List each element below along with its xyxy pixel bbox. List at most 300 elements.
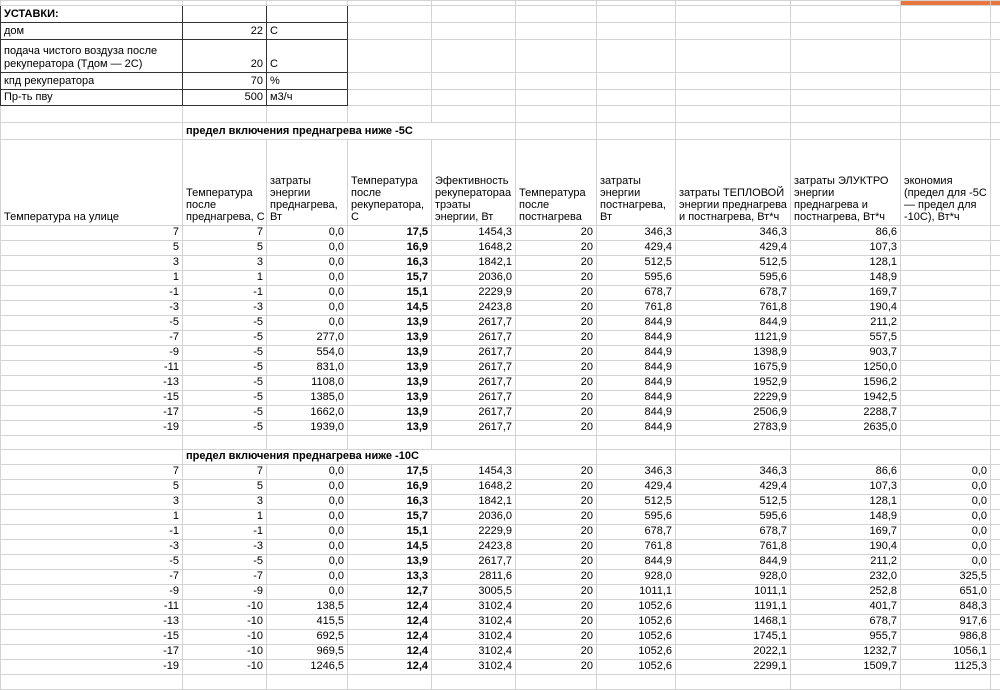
- cell[interactable]: 844,9: [597, 361, 676, 376]
- cell[interactable]: 12,4: [348, 600, 432, 615]
- cell[interactable]: [991, 226, 1000, 241]
- cell[interactable]: 12,4: [348, 615, 432, 630]
- cell[interactable]: 2617,7: [432, 376, 516, 391]
- cell[interactable]: 128,1: [791, 495, 901, 510]
- cell[interactable]: -1: [183, 286, 267, 301]
- cell[interactable]: 2617,7: [432, 346, 516, 361]
- cell[interactable]: 1052,6: [597, 630, 676, 645]
- cell[interactable]: 169,7: [791, 286, 901, 301]
- cell[interactable]: -5: [1, 555, 183, 570]
- cell[interactable]: 0,0: [267, 525, 348, 540]
- cell[interactable]: 17,5: [348, 465, 432, 480]
- cell[interactable]: 3005,5: [432, 585, 516, 600]
- cell[interactable]: 429,4: [676, 241, 791, 256]
- cell[interactable]: [991, 406, 1000, 421]
- cell[interactable]: [432, 90, 516, 106]
- cell[interactable]: 17,5: [348, 226, 432, 241]
- cell[interactable]: 2423,8: [432, 540, 516, 555]
- cell[interactable]: -5: [183, 555, 267, 570]
- cell[interactable]: -1: [1, 525, 183, 540]
- cell[interactable]: [991, 391, 1000, 406]
- cell[interactable]: 7: [183, 226, 267, 241]
- cell[interactable]: 1246,5: [267, 660, 348, 675]
- cell[interactable]: 20: [516, 346, 597, 361]
- cell[interactable]: -3: [183, 301, 267, 316]
- cell[interactable]: [348, 90, 432, 106]
- cell[interactable]: 1939,0: [267, 421, 348, 436]
- cell[interactable]: [991, 40, 1000, 73]
- cell[interactable]: 16,9: [348, 480, 432, 495]
- cell[interactable]: [597, 6, 676, 23]
- cell[interactable]: 20: [516, 301, 597, 316]
- cell[interactable]: 14,5: [348, 540, 432, 555]
- cell[interactable]: 2299,1: [676, 660, 791, 675]
- cell[interactable]: 148,9: [791, 510, 901, 525]
- cell[interactable]: 12,4: [348, 645, 432, 660]
- setting-unit[interactable]: С: [267, 40, 348, 73]
- cell[interactable]: [991, 436, 1000, 450]
- cell[interactable]: -3: [1, 301, 183, 316]
- cell[interactable]: 512,5: [597, 256, 676, 271]
- cell[interactable]: [516, 23, 597, 40]
- cell[interactable]: 138,5: [267, 600, 348, 615]
- cell[interactable]: 13,3: [348, 570, 432, 585]
- cell[interactable]: 1232,7: [791, 645, 901, 660]
- cell[interactable]: [991, 301, 1000, 316]
- cell[interactable]: [676, 6, 791, 23]
- cell[interactable]: [901, 256, 991, 271]
- cell[interactable]: 2229,9: [676, 391, 791, 406]
- cell[interactable]: [991, 286, 1000, 301]
- cell[interactable]: 429,4: [597, 480, 676, 495]
- cell[interactable]: 0,0: [901, 465, 991, 480]
- cell[interactable]: [991, 361, 1000, 376]
- cell[interactable]: 12,4: [348, 630, 432, 645]
- cell[interactable]: [183, 106, 267, 123]
- cell[interactable]: 844,9: [597, 555, 676, 570]
- cell[interactable]: 595,6: [597, 271, 676, 286]
- cell[interactable]: [901, 361, 991, 376]
- cell[interactable]: [991, 316, 1000, 331]
- cell[interactable]: -9: [1, 585, 183, 600]
- cell[interactable]: [791, 6, 901, 23]
- cell[interactable]: 20: [516, 391, 597, 406]
- cell[interactable]: 1011,1: [597, 585, 676, 600]
- cell[interactable]: 0,0: [267, 241, 348, 256]
- cell[interactable]: 190,4: [791, 301, 901, 316]
- cell[interactable]: 3102,4: [432, 660, 516, 675]
- cell[interactable]: [991, 570, 1000, 585]
- cell[interactable]: [901, 391, 991, 406]
- cell[interactable]: [901, 421, 991, 436]
- cell[interactable]: [901, 6, 991, 23]
- cell[interactable]: 3102,4: [432, 615, 516, 630]
- cell[interactable]: 2022,1: [676, 645, 791, 660]
- cell[interactable]: [432, 73, 516, 90]
- setting-value[interactable]: 20: [183, 40, 267, 73]
- cell[interactable]: 1052,6: [597, 660, 676, 675]
- cell[interactable]: [676, 73, 791, 90]
- cell[interactable]: [516, 450, 597, 465]
- cell[interactable]: [348, 23, 432, 40]
- cell[interactable]: [991, 450, 1000, 465]
- cell[interactable]: 557,5: [791, 331, 901, 346]
- cell[interactable]: [676, 40, 791, 73]
- cell[interactable]: 1454,3: [432, 226, 516, 241]
- cell[interactable]: [901, 450, 991, 465]
- cell[interactable]: -5: [183, 421, 267, 436]
- cell[interactable]: [348, 40, 432, 73]
- cell[interactable]: 0,0: [901, 540, 991, 555]
- cell[interactable]: -5: [1, 316, 183, 331]
- cell[interactable]: [991, 23, 1000, 40]
- cell[interactable]: [676, 106, 791, 123]
- cell[interactable]: 1011,1: [676, 585, 791, 600]
- column-header[interactable]: Температура после постнагрева: [516, 140, 597, 226]
- cell[interactable]: 1108,0: [267, 376, 348, 391]
- cell[interactable]: [676, 90, 791, 106]
- cell[interactable]: [991, 465, 1000, 480]
- cell[interactable]: -3: [1, 540, 183, 555]
- cell[interactable]: -5: [183, 391, 267, 406]
- setting-label[interactable]: дом: [1, 23, 183, 40]
- cell[interactable]: 20: [516, 376, 597, 391]
- cell[interactable]: [991, 271, 1000, 286]
- cell[interactable]: 512,5: [676, 495, 791, 510]
- cell[interactable]: 128,1: [791, 256, 901, 271]
- cell[interactable]: 190,4: [791, 540, 901, 555]
- cell[interactable]: 0,0: [901, 510, 991, 525]
- cell[interactable]: 346,3: [597, 465, 676, 480]
- cell[interactable]: [267, 436, 348, 450]
- cell[interactable]: [901, 316, 991, 331]
- cell[interactable]: 346,3: [597, 226, 676, 241]
- cell[interactable]: 761,8: [597, 540, 676, 555]
- cell[interactable]: 5: [183, 241, 267, 256]
- cell[interactable]: 3102,4: [432, 645, 516, 660]
- cell[interactable]: [348, 6, 432, 23]
- column-header[interactable]: Температура после рекуператора, С: [348, 140, 432, 226]
- cell[interactable]: 20: [516, 286, 597, 301]
- cell[interactable]: -10: [183, 615, 267, 630]
- cell[interactable]: [901, 406, 991, 421]
- column-header[interactable]: затраты энергии постнагрева, Вт: [597, 140, 676, 226]
- cell[interactable]: 15,7: [348, 510, 432, 525]
- cell[interactable]: [432, 40, 516, 73]
- cell[interactable]: 0,0: [901, 525, 991, 540]
- column-header[interactable]: экономия (предел для -5С — предел для -10С), Вт*ч: [901, 140, 991, 226]
- cell[interactable]: 2617,7: [432, 421, 516, 436]
- cell[interactable]: [1, 675, 183, 690]
- cell[interactable]: [676, 675, 791, 690]
- cell[interactable]: 554,0: [267, 346, 348, 361]
- cell[interactable]: [516, 40, 597, 73]
- cell[interactable]: [348, 675, 432, 690]
- cell[interactable]: [901, 241, 991, 256]
- cell[interactable]: -10: [183, 630, 267, 645]
- cell[interactable]: [432, 675, 516, 690]
- cell[interactable]: 2811,6: [432, 570, 516, 585]
- cell[interactable]: 0,0: [267, 510, 348, 525]
- cell[interactable]: 844,9: [597, 421, 676, 436]
- cell[interactable]: [901, 106, 991, 123]
- cell[interactable]: [901, 301, 991, 316]
- cell[interactable]: 0,0: [901, 495, 991, 510]
- cell[interactable]: [991, 123, 1000, 140]
- cell[interactable]: 20: [516, 570, 597, 585]
- cell[interactable]: 0,0: [267, 226, 348, 241]
- cell[interactable]: 7: [1, 465, 183, 480]
- cell[interactable]: [348, 106, 432, 123]
- cell[interactable]: 0,0: [267, 555, 348, 570]
- cell[interactable]: [516, 73, 597, 90]
- cell[interactable]: 107,3: [791, 480, 901, 495]
- cell[interactable]: 20: [516, 226, 597, 241]
- cell[interactable]: 928,0: [676, 570, 791, 585]
- cell[interactable]: 3: [1, 256, 183, 271]
- cell[interactable]: 0,0: [267, 585, 348, 600]
- cell[interactable]: 20: [516, 361, 597, 376]
- setting-unit[interactable]: м3/ч: [267, 90, 348, 106]
- cell[interactable]: 1121,9: [676, 331, 791, 346]
- cell[interactable]: 277,0: [267, 331, 348, 346]
- setting-value[interactable]: 70: [183, 73, 267, 90]
- cell[interactable]: [597, 23, 676, 40]
- cell[interactable]: [991, 376, 1000, 391]
- cell[interactable]: 7: [1, 226, 183, 241]
- cell[interactable]: 1648,2: [432, 480, 516, 495]
- cell[interactable]: -5: [183, 361, 267, 376]
- cell[interactable]: 844,9: [597, 406, 676, 421]
- cell[interactable]: [676, 123, 791, 140]
- cell[interactable]: -5: [183, 316, 267, 331]
- cell[interactable]: 1125,3: [901, 660, 991, 675]
- cell[interactable]: 1250,0: [791, 361, 901, 376]
- cell[interactable]: [901, 40, 991, 73]
- cell[interactable]: 20: [516, 540, 597, 555]
- cell[interactable]: 20: [516, 256, 597, 271]
- cell[interactable]: [901, 376, 991, 391]
- cell[interactable]: 2288,7: [791, 406, 901, 421]
- cell[interactable]: [901, 23, 991, 40]
- cell[interactable]: 429,4: [597, 241, 676, 256]
- cell[interactable]: [267, 6, 348, 23]
- cell[interactable]: 1398,9: [676, 346, 791, 361]
- cell[interactable]: 5: [183, 480, 267, 495]
- cell[interactable]: 3: [183, 495, 267, 510]
- cell[interactable]: 2229,9: [432, 525, 516, 540]
- cell[interactable]: -10: [183, 660, 267, 675]
- cell[interactable]: -1: [1, 286, 183, 301]
- cell[interactable]: -3: [183, 540, 267, 555]
- cell[interactable]: 20: [516, 660, 597, 675]
- cell[interactable]: 1648,2: [432, 241, 516, 256]
- column-header[interactable]: затраты энергии преднагрева, Вт: [267, 140, 348, 226]
- cell[interactable]: [432, 6, 516, 23]
- cell[interactable]: [432, 436, 516, 450]
- cell[interactable]: 20: [516, 421, 597, 436]
- cell[interactable]: 429,4: [676, 480, 791, 495]
- cell[interactable]: 678,7: [676, 286, 791, 301]
- cell[interactable]: -7: [1, 570, 183, 585]
- cell[interactable]: -19: [1, 660, 183, 675]
- cell[interactable]: 20: [516, 271, 597, 286]
- cell[interactable]: -15: [1, 630, 183, 645]
- cell[interactable]: 15,1: [348, 286, 432, 301]
- cell[interactable]: 1052,6: [597, 600, 676, 615]
- cell[interactable]: 1952,9: [676, 376, 791, 391]
- cell[interactable]: 0,0: [901, 555, 991, 570]
- settings-title[interactable]: УСТАВКИ:: [1, 6, 183, 23]
- cell[interactable]: 0,0: [267, 316, 348, 331]
- cell[interactable]: [516, 436, 597, 450]
- cell[interactable]: 678,7: [791, 615, 901, 630]
- column-header[interactable]: Температура после преднагрева, С: [183, 140, 267, 226]
- cell[interactable]: 13,9: [348, 331, 432, 346]
- cell[interactable]: [597, 675, 676, 690]
- cell[interactable]: 20: [516, 630, 597, 645]
- cell[interactable]: 20: [516, 645, 597, 660]
- cell[interactable]: 211,2: [791, 555, 901, 570]
- cell[interactable]: -13: [1, 615, 183, 630]
- cell[interactable]: [991, 555, 1000, 570]
- cell[interactable]: [1, 450, 183, 465]
- cell[interactable]: [676, 23, 791, 40]
- cell[interactable]: [267, 675, 348, 690]
- cell[interactable]: [183, 436, 267, 450]
- cell[interactable]: 13,9: [348, 361, 432, 376]
- cell[interactable]: [791, 675, 901, 690]
- cell[interactable]: 844,9: [597, 316, 676, 331]
- cell[interactable]: 16,9: [348, 241, 432, 256]
- cell[interactable]: [991, 615, 1000, 630]
- cell[interactable]: 14,5: [348, 301, 432, 316]
- cell[interactable]: 3102,4: [432, 630, 516, 645]
- cell[interactable]: 20: [516, 241, 597, 256]
- cell[interactable]: [348, 436, 432, 450]
- cell[interactable]: [516, 675, 597, 690]
- cell[interactable]: 16,3: [348, 495, 432, 510]
- cell[interactable]: [991, 241, 1000, 256]
- cell[interactable]: 12,7: [348, 585, 432, 600]
- cell[interactable]: 0,0: [901, 480, 991, 495]
- cell[interactable]: [901, 226, 991, 241]
- cell[interactable]: 692,5: [267, 630, 348, 645]
- setting-value[interactable]: 22: [183, 23, 267, 40]
- cell[interactable]: 844,9: [676, 555, 791, 570]
- cell[interactable]: [597, 90, 676, 106]
- cell[interactable]: 13,9: [348, 346, 432, 361]
- cell[interactable]: 1842,1: [432, 256, 516, 271]
- cell[interactable]: 20: [516, 406, 597, 421]
- cell[interactable]: [991, 256, 1000, 271]
- cell[interactable]: 13,9: [348, 555, 432, 570]
- setting-value[interactable]: 500: [183, 90, 267, 106]
- cell[interactable]: 107,3: [791, 241, 901, 256]
- cell[interactable]: 20: [516, 331, 597, 346]
- cell[interactable]: 0,0: [267, 495, 348, 510]
- cell[interactable]: -17: [1, 645, 183, 660]
- cell[interactable]: [597, 123, 676, 140]
- cell[interactable]: 20: [516, 316, 597, 331]
- cell[interactable]: [901, 286, 991, 301]
- cell[interactable]: [432, 23, 516, 40]
- cell[interactable]: 903,7: [791, 346, 901, 361]
- cell[interactable]: 401,7: [791, 600, 901, 615]
- cell[interactable]: 1745,1: [676, 630, 791, 645]
- cell[interactable]: [348, 73, 432, 90]
- cell[interactable]: 1842,1: [432, 495, 516, 510]
- cell[interactable]: [991, 6, 1000, 23]
- cell[interactable]: 2635,0: [791, 421, 901, 436]
- cell[interactable]: [901, 436, 991, 450]
- cell[interactable]: 1662,0: [267, 406, 348, 421]
- cell[interactable]: 955,7: [791, 630, 901, 645]
- cell[interactable]: [991, 585, 1000, 600]
- cell[interactable]: 20: [516, 510, 597, 525]
- cell[interactable]: [1, 436, 183, 450]
- cell[interactable]: 1454,3: [432, 465, 516, 480]
- cell[interactable]: 678,7: [676, 525, 791, 540]
- cell[interactable]: -11: [1, 600, 183, 615]
- cell[interactable]: -10: [183, 600, 267, 615]
- cell[interactable]: -5: [183, 406, 267, 421]
- cell[interactable]: 1385,0: [267, 391, 348, 406]
- cell[interactable]: 7: [183, 465, 267, 480]
- column-header[interactable]: Температура на улице: [1, 140, 183, 226]
- cell[interactable]: 1468,1: [676, 615, 791, 630]
- cell[interactable]: 2783,9: [676, 421, 791, 436]
- cell[interactable]: [183, 675, 267, 690]
- cell[interactable]: 1052,6: [597, 645, 676, 660]
- cell[interactable]: -15: [1, 391, 183, 406]
- cell[interactable]: 20: [516, 585, 597, 600]
- cell[interactable]: 2617,7: [432, 316, 516, 331]
- cell[interactable]: [597, 450, 676, 465]
- cell[interactable]: [516, 106, 597, 123]
- cell[interactable]: [791, 23, 901, 40]
- cell[interactable]: 761,8: [676, 540, 791, 555]
- cell[interactable]: 13,9: [348, 421, 432, 436]
- cell[interactable]: 917,6: [901, 615, 991, 630]
- cell[interactable]: 2506,9: [676, 406, 791, 421]
- cell[interactable]: 1: [1, 271, 183, 286]
- cell[interactable]: 0,0: [267, 271, 348, 286]
- cell[interactable]: [991, 510, 1000, 525]
- cell[interactable]: [991, 660, 1000, 675]
- cell[interactable]: 2617,7: [432, 331, 516, 346]
- setting-label[interactable]: подача чистого воздуза после рекуператора (Тдом — 2С): [1, 40, 183, 73]
- cell[interactable]: 761,8: [676, 301, 791, 316]
- cell[interactable]: [901, 73, 991, 90]
- cell[interactable]: 1: [1, 510, 183, 525]
- cell[interactable]: 1942,5: [791, 391, 901, 406]
- cell[interactable]: [901, 346, 991, 361]
- cell[interactable]: [791, 90, 901, 106]
- cell[interactable]: 415,5: [267, 615, 348, 630]
- setting-label[interactable]: Пр-ть пву: [1, 90, 183, 106]
- cell[interactable]: [267, 106, 348, 123]
- cell[interactable]: 3: [183, 256, 267, 271]
- cell[interactable]: 2229,9: [432, 286, 516, 301]
- cell[interactable]: 678,7: [597, 525, 676, 540]
- cell[interactable]: 20: [516, 525, 597, 540]
- cell[interactable]: 13,9: [348, 376, 432, 391]
- cell[interactable]: 678,7: [597, 286, 676, 301]
- cell[interactable]: [991, 495, 1000, 510]
- cell[interactable]: 2617,7: [432, 391, 516, 406]
- cell[interactable]: 2036,0: [432, 271, 516, 286]
